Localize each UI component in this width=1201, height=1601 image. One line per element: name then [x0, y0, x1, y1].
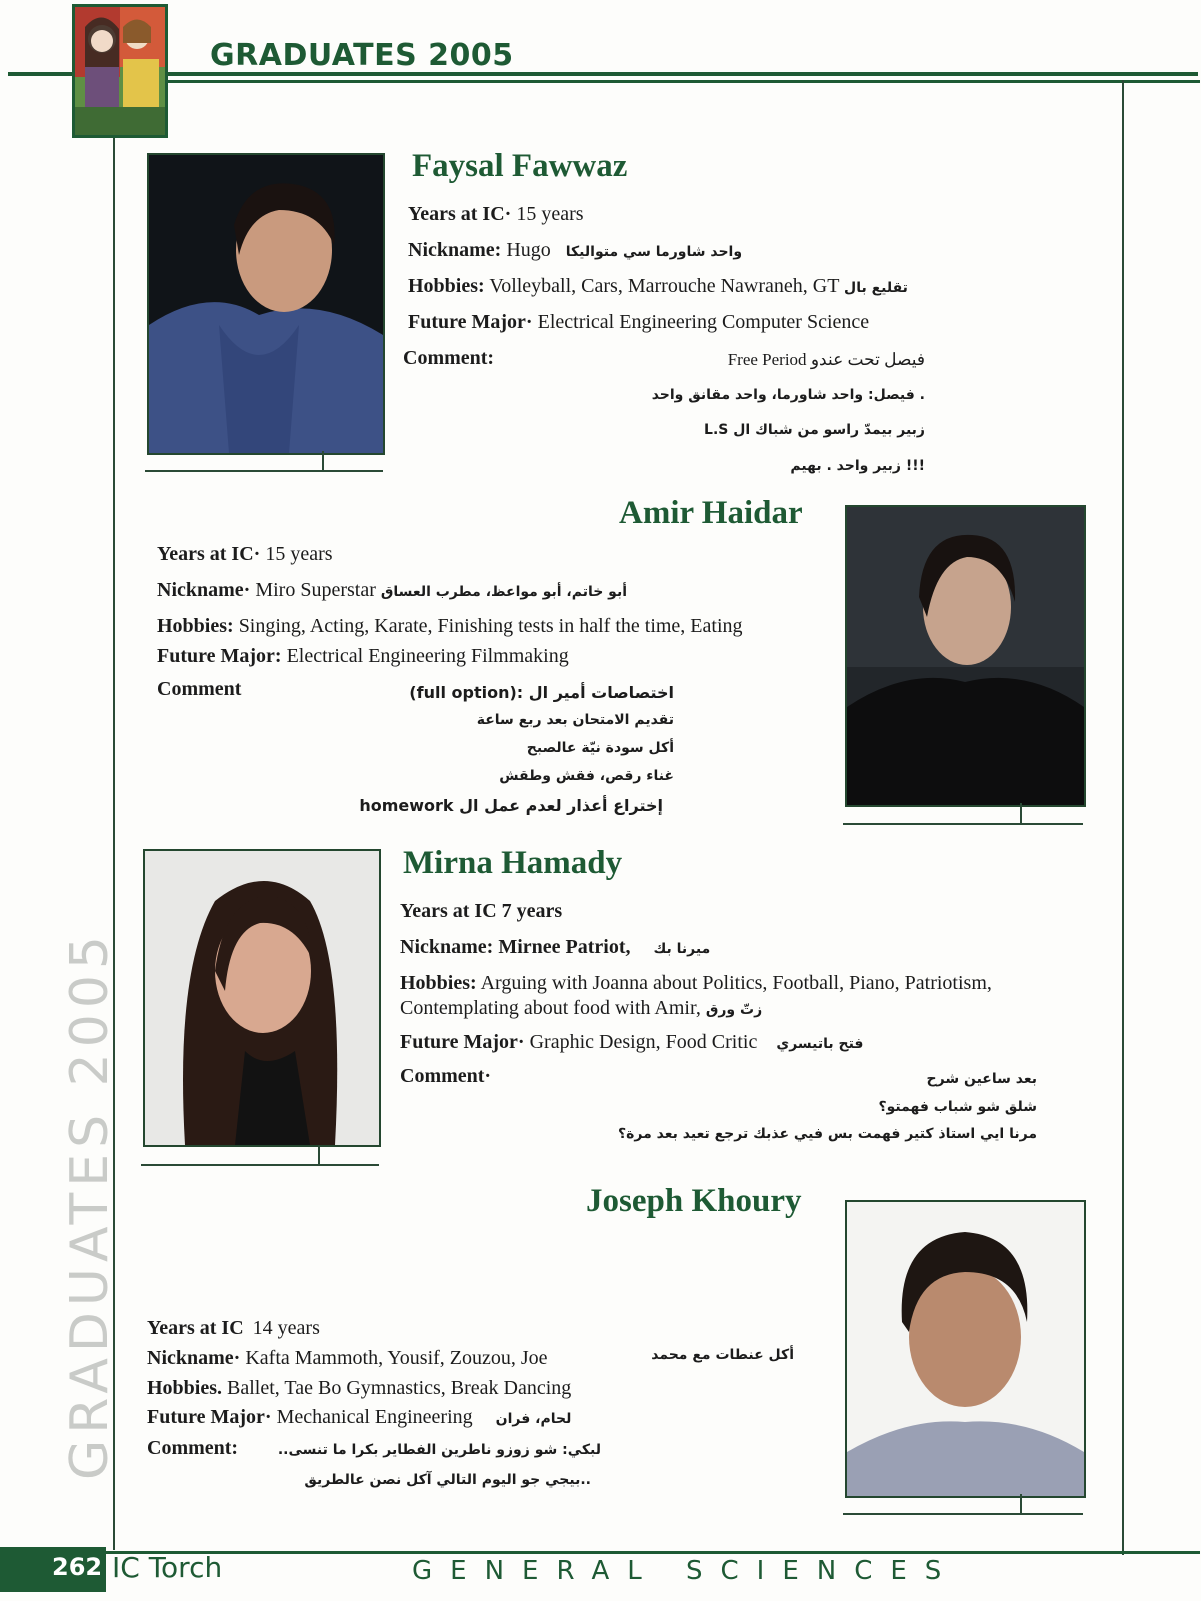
- major-row: [157, 644, 569, 668]
- photo-rule-faysal: [145, 470, 383, 472]
- hobbies-value: Singing, Acting, Karate, Finishing tests in half the time, Eating: [238, 615, 743, 637]
- comment-line: أكل سودة نيّة عالصبح: [526, 740, 674, 756]
- nickname-arabic: ميرنا بك: [653, 941, 711, 957]
- right-frame-line: [1122, 80, 1124, 1555]
- comment-line: تقديم الامتحان بعد ربع ساعة: [476, 712, 674, 728]
- hobbies-row: [147, 1376, 571, 1400]
- hobbies-label: Hobbies:: [157, 615, 234, 637]
- major-row: [408, 310, 869, 334]
- hobbies-row-2: [400, 996, 762, 1022]
- major-value: Electrical Engineering Filmmaking: [286, 645, 569, 667]
- hobbies-label: Hobbies:: [408, 275, 485, 297]
- years-row: [400, 899, 562, 923]
- hobbies-row: [157, 614, 743, 638]
- student-name: Mirna Hamady: [403, 845, 623, 881]
- nickname-row: [400, 935, 710, 961]
- years-label: Years at IC·: [408, 203, 512, 225]
- major-label: Future Major:: [157, 645, 282, 667]
- comment-line: بيجي جو اليوم التالي آكل نصن عالطريق..: [304, 1472, 591, 1488]
- hobbies-value: Ballet, Tae Bo Gymnastics, Break Dancing: [227, 1377, 572, 1399]
- nickname-value: Miro Superstar: [255, 579, 376, 601]
- nickname-arabic: واحد شاورما سي متواليكا: [565, 244, 743, 260]
- comment-line: (full option): اختصاصات أمير ال: [409, 683, 674, 702]
- comment-label: Comment: [157, 678, 242, 700]
- photo-rule-mirna: [141, 1164, 379, 1166]
- years-value: 15 years: [265, 543, 333, 565]
- nickname-row: [157, 578, 627, 604]
- major-label: Future Major·: [400, 1031, 525, 1053]
- hobbies-row: [408, 274, 908, 300]
- comment-line: مرنا ايي استاذ كتير فهمت بس فيي عذبك ترجع تعيد بعد مرة؟: [618, 1126, 1037, 1142]
- nickname-label: Nickname:: [400, 936, 494, 958]
- hobbies-value: Volleyball, Cars, Marrouche Nawraneh, GT: [489, 275, 840, 297]
- major-value: Electrical Engineering Computer Science: [537, 311, 870, 333]
- comment-line: بعد ساعين شرح: [926, 1071, 1037, 1087]
- major-row: [147, 1405, 571, 1431]
- header-artwork: [72, 4, 168, 138]
- major-value: Mechanical Engineering: [276, 1406, 473, 1428]
- side-title: GRADUATES 2005: [60, 929, 120, 1480]
- comment-line: homework إختراع أعذار لعدم عمل ال: [359, 796, 663, 815]
- nickname-label: Nickname·: [147, 1347, 241, 1369]
- major-value: Graphic Design, Food Critic: [529, 1031, 758, 1053]
- comment-label: Comment·: [400, 1065, 492, 1087]
- comment-line: ..لبكي: شو زوزو ناطرين الفطاير بكرا ما تنسى: [277, 1442, 601, 1458]
- photo-tick-faysal: [322, 451, 324, 471]
- comment-line: شلق شو شباب فهمتو؟: [878, 1099, 1037, 1115]
- publication-name: IC Torch: [112, 1551, 223, 1584]
- nickname-label: Nickname·: [157, 579, 251, 601]
- comment-line: فيصل: واحد شاورما، واحد مقانق واحد .: [651, 387, 925, 403]
- comment-line: L.S زبير بيمدّ راسو من شباك ال: [704, 422, 925, 438]
- section-title: GENERAL SCIENCES: [412, 1556, 960, 1586]
- years-label: Years at IC·: [157, 543, 261, 565]
- portrait-photo-faysal: [147, 153, 385, 455]
- photo-tick-joseph: [1020, 1494, 1022, 1514]
- years-label: Years at IC: [147, 1317, 244, 1339]
- years-value: 15 years: [516, 203, 584, 225]
- portrait-photo-amir: [845, 505, 1086, 807]
- hobbies-value: Arguing with Joanna about Politics, Football, Piano, Patriotism,: [480, 972, 992, 994]
- student-name: Amir Haidar: [619, 495, 803, 531]
- nickname-label: Nickname:: [408, 239, 502, 261]
- portrait-photo-mirna: [143, 849, 381, 1147]
- comment-line: زبير واحد . بهيم !!!: [790, 458, 925, 474]
- top-rule-right: [160, 80, 1200, 83]
- bottom-rule: [100, 1551, 1200, 1554]
- student-name: Joseph Khoury: [586, 1183, 802, 1219]
- years-row: [408, 202, 584, 226]
- hobbies-arabic: زتّ ورق: [705, 1002, 763, 1018]
- hobbies-label: Hobbies:: [400, 972, 477, 994]
- portrait-photo-joseph: [845, 1200, 1086, 1498]
- photo-tick-amir: [1020, 803, 1022, 824]
- major-label: Future Major·: [147, 1406, 272, 1428]
- nickname-row: [147, 1346, 548, 1370]
- student-name: Faysal Fawwaz: [412, 148, 628, 184]
- page-title: GRADUATES 2005: [210, 38, 514, 73]
- nickname-arabic: أبو خاتم، أبو مواعظ، مطرب العساق: [380, 584, 628, 600]
- years-label: Years at IC: [400, 900, 497, 922]
- years-row: [157, 542, 333, 566]
- photo-rule-amir: [843, 823, 1083, 825]
- page-number-block: [0, 1547, 106, 1592]
- hobbies-arabic: تقليع بال: [844, 280, 908, 296]
- hobbies-row: [400, 971, 992, 995]
- comment-label: Comment:: [403, 347, 495, 369]
- nickname-value: Mirnee Patriot,: [498, 936, 631, 958]
- nickname-value: Hugo: [506, 239, 551, 261]
- nickname-value: Kafta Mammoth, Yousif, Zouzou, Joe: [245, 1347, 548, 1369]
- comment-line: Free Period فيصل تحت عندو: [727, 350, 925, 369]
- major-arabic: فتح باتيسري: [776, 1036, 864, 1052]
- comment-label: Comment:: [147, 1437, 239, 1459]
- years-row: [147, 1316, 320, 1340]
- hobbies-label: Hobbies.: [147, 1377, 223, 1399]
- nickname-arabic: أكل عنطات مع محمد: [651, 1347, 794, 1363]
- major-arabic: لحام، فران: [495, 1411, 572, 1427]
- photo-rule-joseph: [843, 1513, 1083, 1515]
- photo-tick-mirna: [318, 1145, 320, 1165]
- years-value: 14 years: [252, 1317, 320, 1339]
- major-label: Future Major·: [408, 311, 533, 333]
- comment-line: غناء رقص، فقش وطقش: [499, 768, 674, 784]
- major-row: [400, 1030, 863, 1056]
- hobbies-value-line2: Contemplating about food with Amir,: [400, 997, 701, 1019]
- years-value: 7 years: [501, 900, 563, 922]
- nickname-row: [408, 238, 742, 264]
- top-rule: [8, 72, 1198, 76]
- page-number: 262: [52, 1553, 103, 1581]
